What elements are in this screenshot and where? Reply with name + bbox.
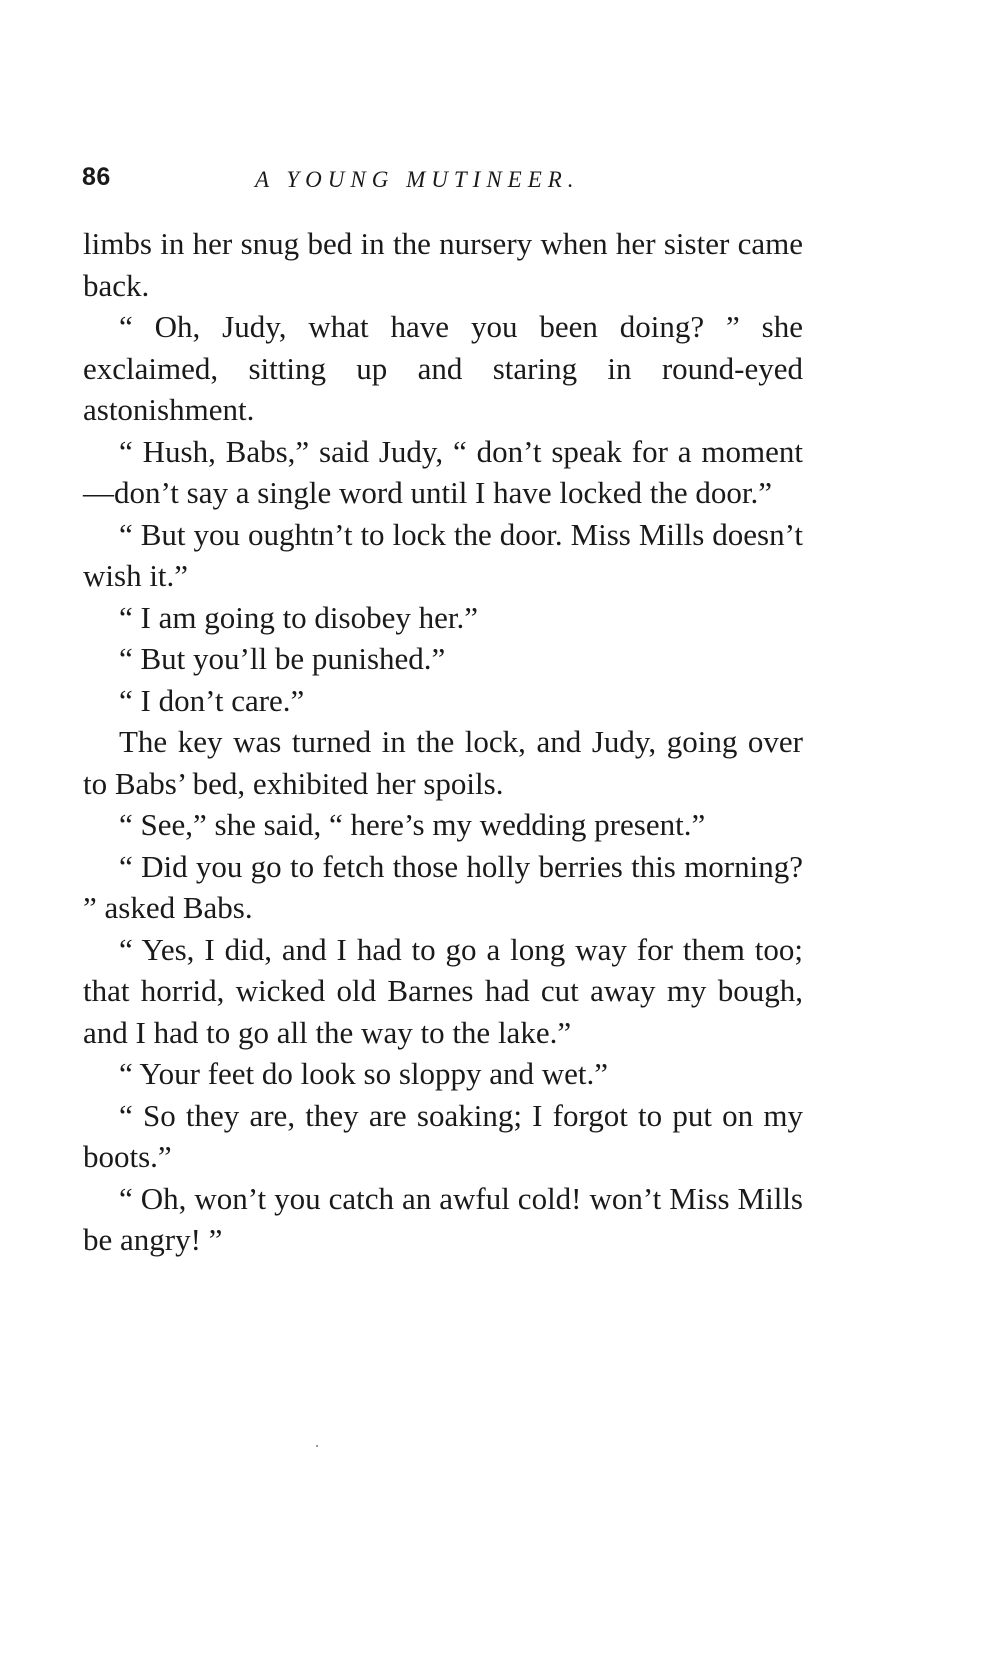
body-text [83,223,803,1261]
paragraph: “ So they are, they are soaking; I forgot to put on my boots.” [83,1097,803,1174]
paragraph: “ See,” she said, “ here’s my wedding present.” [119,807,706,842]
paragraph: “ Did you go to fetch those holly berries this morning? ” asked Babs. [83,848,803,925]
paragraph: “ Oh, won’t you catch an awful cold! won’t Miss Mills be angry! ” [83,1180,803,1257]
paragraph: “ Yes, I did, and I had to go a long way for them too; that horrid, wicked old Barnes had cut away my bough, and I had to go all the way to the lake.” [83,931,803,1050]
paragraph: “ Your feet do look so sloppy and wet.” [119,1056,609,1091]
page-number: 86 [82,163,111,191]
paragraph: “ Oh, Judy, what have you been doing? ” she exclaimed, sitting up and staring in round-eyed astonishment. [83,309,803,427]
paragraph: “ But you’ll be punished.” [119,641,446,676]
paragraph: “ I don’t care.” [119,682,305,718]
paragraph: “ But you oughtn’t to lock the door. Miss Mills doesn’t wish it.” [83,516,803,593]
paragraph: limbs in her snug bed in the nursery when her sister came back. [83,226,803,303]
paragraph: The key was turned in the lock, and Judy, going over to Babs’ bed, exhibited her spoils. [83,724,803,801]
paragraph: “ I am going to disobey her.” [119,599,478,635]
print-speck [316,1445,318,1447]
running-title: A YOUNG MUTINEER. [255,167,580,192]
paragraph: “ Hush, Babs,” said Judy, “ don’t speak for a moment—don’t say a single word until I have locked the door.” [83,433,803,510]
